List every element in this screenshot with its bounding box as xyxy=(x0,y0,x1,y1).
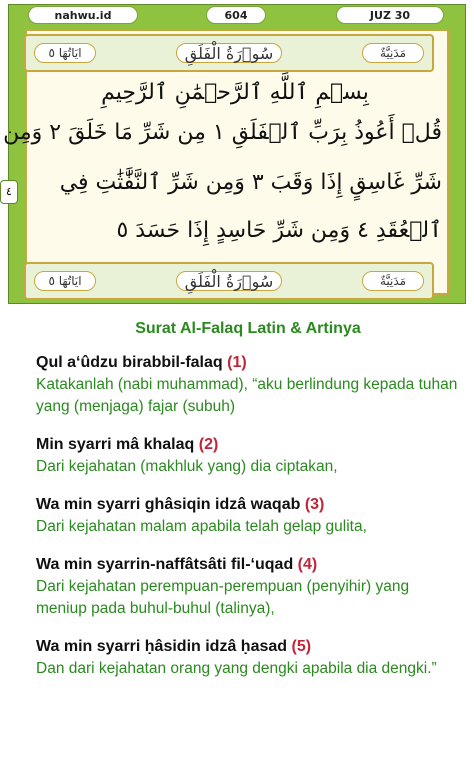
verse-latin: Qul a‘ûdzu birabbil-falaq (1) xyxy=(36,354,247,371)
verse-translation: Dari kejahatan (makhluk yang) dia ciptakan, xyxy=(36,458,338,475)
verse-latin: Min syarri mâ khalaq (2) xyxy=(36,436,219,453)
verse-number: (1) xyxy=(227,354,247,371)
arabic-line-1: قُلۡ أَعُوذُ بِرَبِّ ٱلۡفَلَقِ ١ مِن شَرِّ مَا خَلَقَ ٢ وَمِن xyxy=(3,120,442,145)
verse-translation: Dari kejahatan perempuan-perempuan (penyihir) yang meniup pada buhul-buhul (talinya), xyxy=(36,578,410,617)
verse-number: (5) xyxy=(291,638,312,655)
page-number-badge: 604 xyxy=(206,6,266,24)
surah-name-label: سُوۡرَةُ الْفَلَقِ xyxy=(176,271,282,291)
surah-header-bottom xyxy=(24,262,434,300)
revelation-type-label: مَدَنِيَّةٌ xyxy=(362,271,424,291)
verse-latin: Wa min syarri ghâsiqin idzâ waqab (3) xyxy=(36,496,325,513)
arabic-line-3: ٱلۡعُقَدِ ٤ وَمِن شَرِّ حَاسِدٍ إِذَا حَسَدَ ٥ xyxy=(116,218,442,243)
verse-number: (2) xyxy=(198,436,219,453)
verse-translation: Dari kejahatan malam apabila telah gelap gulita, xyxy=(36,518,367,535)
site-badge: nahwu.id xyxy=(28,6,138,24)
revelation-type-label: مَدَنِيَّةٌ xyxy=(362,43,424,63)
side-ayah-marker: ٤ xyxy=(0,180,18,204)
verse-translation: Dan dari kejahatan orang yang dengki apabila dia dengki.” xyxy=(36,660,437,677)
arabic-line-2: شَرِّ غَاسِقٍ إِذَا وَقَبَ ٣ وَمِن شَرِّ ٱلنَّفَّٰثَٰتِ فِي xyxy=(59,170,442,195)
verse-item xyxy=(36,554,460,620)
verse-item xyxy=(36,434,460,478)
ayah-count-label: ايَاتُهَا ٥ xyxy=(34,43,96,63)
verse-item xyxy=(36,494,460,538)
verse-item xyxy=(36,352,460,418)
verse-latin: Wa min syarri ḥâsidin idzâ ḥasad (5) xyxy=(36,638,312,655)
surah-name-label: سُوۡرَةُ الْفَلَقِ xyxy=(176,43,282,63)
ayah-count-label: ايَاتُهَا ٥ xyxy=(34,271,96,291)
translation-content xyxy=(36,320,460,696)
basmala: بِسۡمِ ٱللَّهِ ٱلرَّحۡمَٰنِ ٱلرَّحِيمِ xyxy=(101,80,369,105)
surah-header-top xyxy=(24,34,434,72)
verse-number: (3) xyxy=(304,496,325,513)
verse-item xyxy=(36,636,460,680)
verse-latin: Wa min syarrin-naffâtsâti fil-‘uqad (4) xyxy=(36,556,318,573)
verse-translation: Katakanlah (nabi muhammad), “aku berlindung kepada tuhan yang (menjaga) fajar (subuh) xyxy=(36,376,458,415)
juz-badge: JUZ 30 xyxy=(336,6,444,24)
section-heading: Surat Al-Falaq Latin & Artinya xyxy=(135,320,361,337)
verse-number: (4) xyxy=(297,556,318,573)
